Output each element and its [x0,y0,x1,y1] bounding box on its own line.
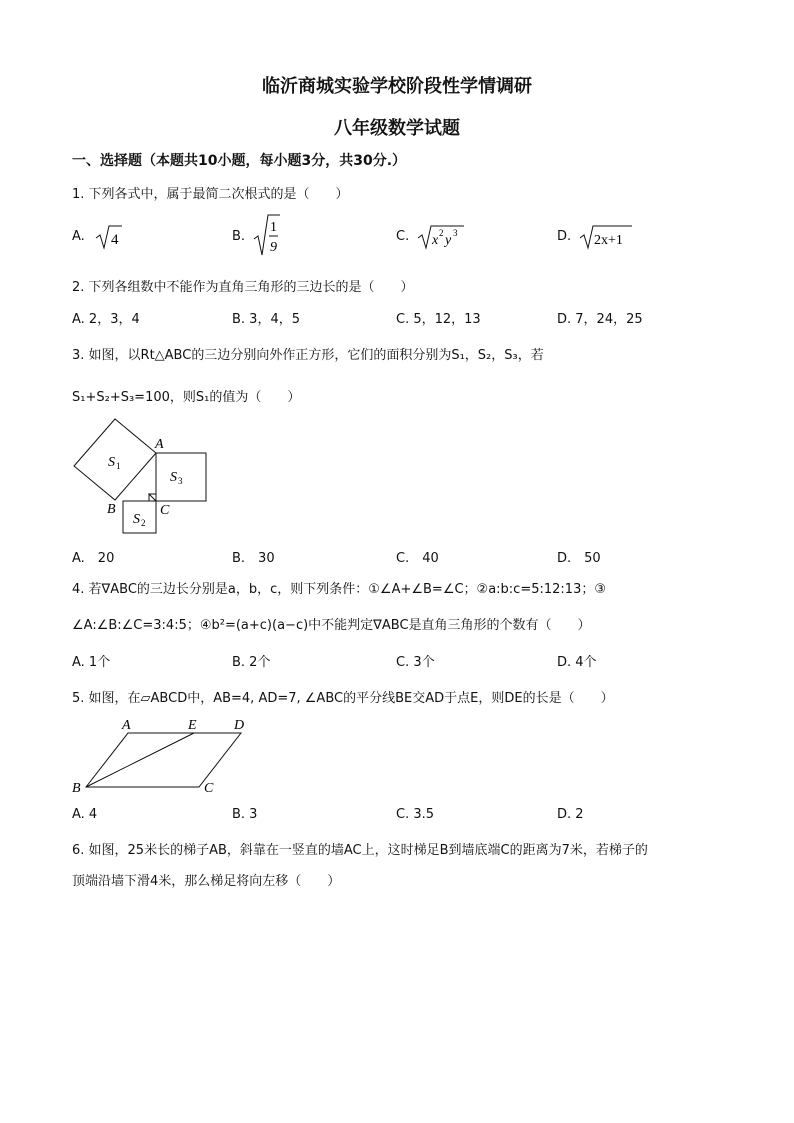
q1-option-d-radical [578,222,634,252]
q5-parallelogram [86,733,241,787]
q3-label-c: C [160,503,170,518]
q1-b-denominator: 9 [270,240,277,255]
q3-label-s2-sub: 2 [141,518,146,528]
question-3-line1: 3. 如图，以Rt△ABC的三边分别向外作正方形，它们的面积分别为S₁，S₂，S₃，若 [72,348,544,363]
q3-figure [60,415,220,540]
q3-label-s1-sub: 1 [116,461,121,471]
q1-option-b-radical [252,211,282,261]
q1-b-numerator: 1 [270,220,277,235]
q1-label-a: A. [72,229,85,244]
q3-square-s1 [74,419,156,500]
q1-c-exp-y: 3 [453,228,458,238]
q3-label-a: A [155,437,164,452]
q2-option-a: A. 2，3，4 [72,312,140,327]
q3-option-b: B. 30 [232,551,275,566]
q5-option-d: D. 2 [557,807,584,822]
q5-bisector-be [86,733,194,787]
q4-option-a: A. 1个 [72,655,111,670]
q3-label-s3-sub: 3 [178,476,183,486]
q5-figure [66,713,266,799]
q4-option-d: D. 4个 [557,655,597,670]
page-subtitle: 八年级数学试题 [334,118,460,139]
question-1-stem: 1. 下列各式中，属于最简二次根式的是（ ） [72,187,349,202]
q1-a-radicand: 4 [111,232,119,248]
q5-option-a: A. 4 [72,807,98,822]
q3-option-d: D. 50 [557,551,601,566]
q5-label-e: E [188,718,197,733]
question-4-line2: ∠A:∠B:∠C=3:4:5；④b²=(a+c)(a−c)中不能判定∇ABC是直角三角形的个数有（ ） [72,618,591,633]
q1-c-exp-x: 2 [439,228,444,238]
q1-d-radicand: 2x+1 [594,233,623,248]
q3-right-angle-mark [149,494,156,501]
q2-option-b: B. 3，4，5 [232,312,300,327]
q5-label-a: A [122,718,131,733]
q1-label-c: C. [396,229,410,244]
q5-label-b: B [72,781,81,796]
q3-label-b: B [107,502,116,517]
q5-option-b: B. 3 [232,807,258,822]
q1-label-d: D. [557,229,572,244]
q3-option-c: C. 40 [396,551,439,566]
q4-option-c: C. 3个 [396,655,435,670]
page-title: 临沂商城实验学校阶段性学情调研 [262,76,532,97]
q1-label-b: B. [232,229,246,244]
question-6-line2: 顶端沿墙下滑4米，那么梯足将向左移（ ） [72,874,341,889]
q4-option-b: B. 2个 [232,655,271,670]
question-2-stem: 2. 下列各组数中不能作为直角三角形的三边长的是（ ） [72,280,414,295]
q3-option-a: A. 20 [72,551,115,566]
question-5-stem: 5. 如图，在▱ABCD中，AB=4, AD=7, ∠ABC的平分线BE交AD于点E，则DE的长是（ ） [72,691,614,706]
question-6-line1: 6. 如图，25米长的梯子AB，斜靠在一竖直的墙AC上，这时梯足B到墙底端C的距离为7米，若梯子的 [72,843,648,858]
question-3-line2: S₁+S₂+S₃=100，则S₁的值为（ ） [72,390,301,405]
q3-label-s2: S [133,512,140,527]
section-heading: 一、选择题（本题共10小题，每小题3分，共30分.） [72,153,407,169]
q5-label-c: C [204,781,214,796]
q3-label-s1: S [108,455,115,470]
q1-option-a-radical [94,222,124,252]
q2-option-d: D. 7，24，25 [557,312,643,327]
q5-option-c: C. 3.5 [396,807,435,822]
q5-label-d: D [234,718,245,733]
q2-option-c: C. 5，12，13 [396,312,481,327]
q1-c-base-y: y [445,233,452,248]
q1-option-c-radical [416,222,468,252]
q1-c-base-x: x [432,233,439,248]
q3-label-s3: S [170,470,177,485]
question-4-line1: 4. 若∇ABC的三边长分别是a，b，c，则下列条件：①∠A+∠B=∠C；②a:b:c=5:12:13；③ [72,582,606,597]
